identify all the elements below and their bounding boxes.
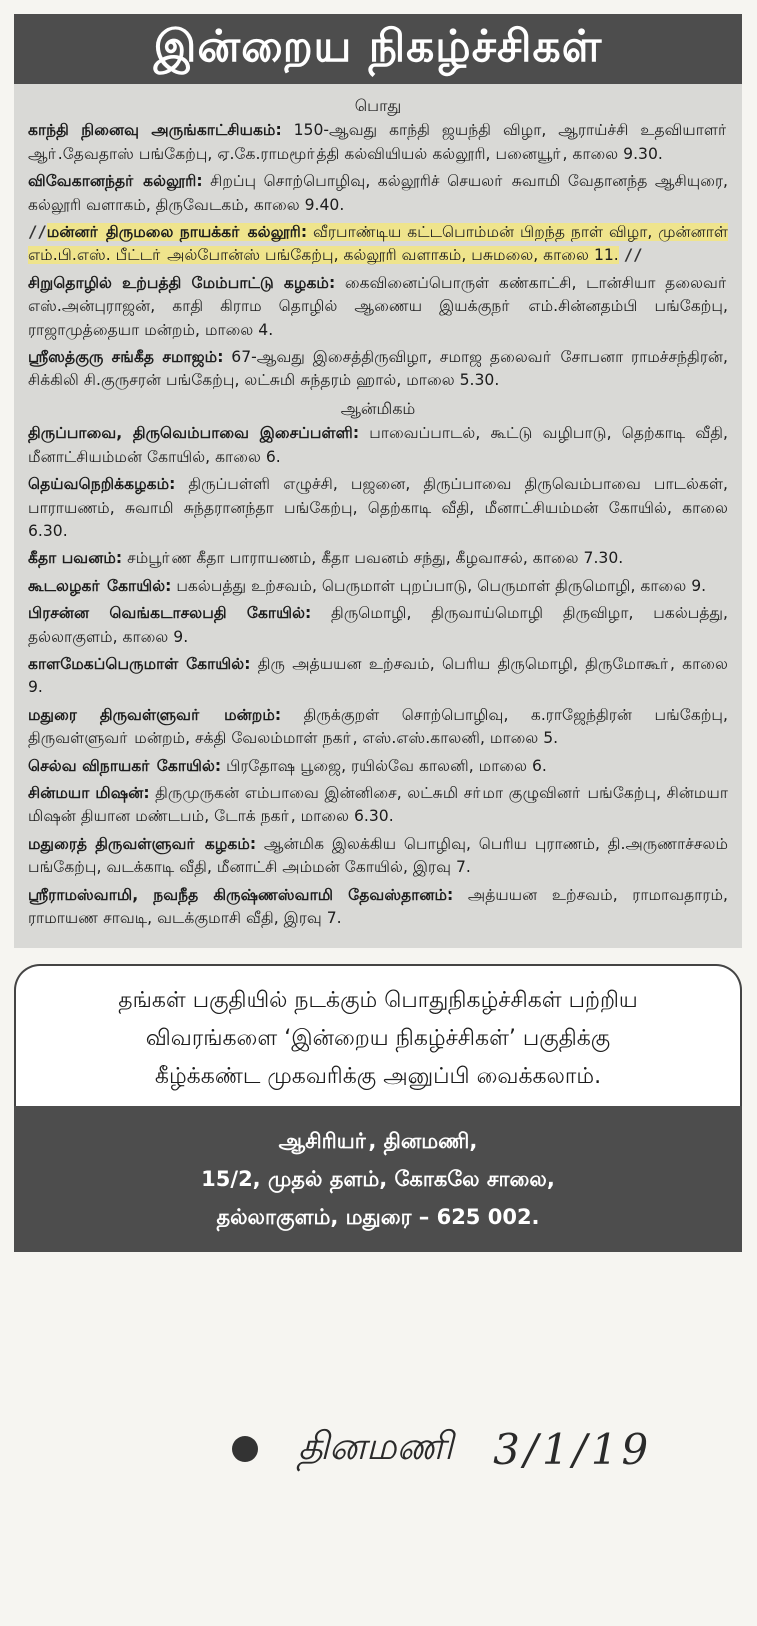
- entry-org: செல்வ விநாயகா் கோயில்:: [28, 756, 222, 775]
- events-listing: [14, 84, 742, 948]
- entry-text: திருக்குறள் சொற்பொழிவு, க.ராஜேந்திரன் பங்கேற்பு, திருவள்ளுவா் மன்றம், சக்தி வேலம்மாள் நகா், எஸ்.எஸ்.காலனி, மாலை 5.: [28, 705, 728, 748]
- list-item: [28, 782, 728, 829]
- entry-org: பிரசன்ன வெங்கடாசலபதி கோயில்:: [28, 604, 312, 623]
- list-item: [28, 602, 728, 649]
- entry-org: காளமேகப்பெருமாள் கோயில்:: [28, 654, 251, 673]
- list-item: [28, 833, 728, 880]
- entry-org: மன்னா் திருமலை நாயக்கா் கல்லூரி:: [46, 223, 308, 242]
- entry-text: அத்யயன உற்சவம், ராமாவதாரம், ராமாயண சாவடி, வடக்குமாசி வீதி, இரவு 7.: [28, 885, 728, 927]
- list-item: [28, 473, 728, 543]
- ink-dot: [232, 1436, 258, 1462]
- list-item: [28, 653, 728, 700]
- list-item: [28, 119, 728, 166]
- list-item: [28, 346, 728, 393]
- section-heading-general: பொது: [354, 96, 402, 115]
- entry-org: ஸ்ரீஸத்குரு சங்கீத சமாஜம்:: [28, 348, 224, 367]
- entry-text: திரு அத்யயன உற்சவம், பெரிய திருமொழி, திருமோகூா், காலை 9.: [28, 654, 729, 697]
- list-item: [28, 170, 728, 217]
- entry-text: திருமொழி, திருவாய்மொழி திருவிழா, பகல்பத்து, தல்லாகுளம், காலை 9.: [28, 604, 728, 646]
- list-item: [28, 704, 728, 751]
- address-line: 15/2, முதல் தளம், கோகலே சாலை,: [201, 1167, 555, 1192]
- entry-text: 67-ஆவது இசைத்திருவிழா, சமாஜ தலைவா் சோபனா ராமச்சந்திரன், சிக்கிலி சி.குருசரன் பங்கேற்பு, லட்சுமி சுந்தரம் ஹால், மாலை 5.30.: [28, 348, 728, 390]
- handwritten-annotation: [232, 1424, 652, 1474]
- notice-line: விவரங்களை ‘இன்றைய நிகழ்ச்சிகள்’ பகுதிக்கு: [145, 1026, 611, 1052]
- entry-org: ஸ்ரீராமஸ்வாமி, நவநீத கிருஷ்ணஸ்வாமி தேவஸ்தானம்:: [28, 885, 454, 904]
- entry-org: மதுரைத் திருவள்ளுவா் கழகம்:: [28, 834, 257, 853]
- entry-org: மதுரை திருவள்ளுவா் மன்றம்:: [28, 705, 282, 724]
- entry-org: கூடலழகா் கோயில்:: [28, 576, 172, 595]
- entry-text: திருப்பள்ளி எழுச்சி, பஜனை, திருப்பாவை திருவெம்பாவை பாடல்கள், பாராயணம், சுவாமி சுந்தரானந்தா பங்கேற்பு, தெற்காடி வீதி, மீனாட்சியம்மன் கோயில், காலை 6.30.: [28, 475, 728, 540]
- entry-org: திருப்பாவை, திருவெம்பாவை இசைப்பள்ளி:: [28, 424, 360, 443]
- list-item: [28, 422, 728, 469]
- entry-text: திருமுருகன் எம்பாவை இன்னிசை, லட்சுமி சா்மா குழுவினா் பங்கேற்பு, சின்மயா மிஷன் தியான மண்டபம், டோக் நகா், மாலை 6.30.: [28, 783, 728, 826]
- highlighted-list-item: [28, 221, 728, 268]
- list-item: [28, 272, 728, 342]
- entry-text: வீரபாண்டிய கட்டபொம்மன் பிறந்த நாள் விழா, முன்னாள் எம்.பி.எஸ். பீட்டா் அல்போன்ஸ் பங்கேற்பு, கல்லூரி வளாகம், பசுமலை, காலை 11.: [28, 223, 729, 265]
- handwritten-date: 3/1/19: [493, 1424, 653, 1474]
- notice-line: கீழ்க்கண்ட முகவரிக்கு அனுப்பி வைக்கலாம்.: [154, 1064, 602, 1090]
- pen-mark-open: //: [28, 223, 47, 242]
- entry-text: பகல்பத்து உற்சவம், பெருமாள் புறப்பாடு, பெருமாள் திருமொழி, காலை 9.: [171, 576, 707, 595]
- entry-text: பிரதோஷ பூஜை, ரயில்வே காலனி, மாலை 6.: [221, 756, 547, 775]
- news-clipping: [14, 14, 742, 1252]
- entry-org: கீதா பவனம்:: [28, 549, 123, 568]
- entry-text: பாவைப்பாடல், கூட்டு வழிபாடு, தெற்காடி வீதி, மீனாட்சியம்மன் கோயில், காலை 6.: [28, 424, 728, 466]
- entry-org: காந்தி நினைவு அருங்காட்சியகம்:: [28, 121, 282, 140]
- entry-text: சிறப்பு சொற்பொழிவு, கல்லூரிச் செயலா் சுவாமி வேதானந்த ஆசியுரை, கல்லூரி வளாகம், திருவேடகம், காலை 9.40.: [28, 172, 728, 214]
- address-line: ஆசிரியா், தினமணி,: [278, 1129, 478, 1154]
- list-item: [28, 755, 728, 778]
- section-heading-spiritual: ஆன்மிகம்: [340, 398, 416, 418]
- pen-mark-close: //: [623, 246, 643, 265]
- entry-text: கைவினைப்பொருள் கண்காட்சி, டான்சியா தலைவா் எஸ்.அன்புராஜன், காதி கிராம தொழில் ஆணைய இயக்குநா் எம்.சின்னதம்பி பங்கேற்பு, ராஜாமுத்தையா மன்றம், மாலை 4.: [28, 273, 728, 339]
- editor-address: [14, 1106, 742, 1252]
- notice-line: தங்கள் பகுதியில் நடக்கும் பொதுநிகழ்ச்சிகள் பற்றிய: [118, 988, 638, 1014]
- entry-text: 150-ஆவது காந்தி ஜயந்தி விழா, ஆராய்ச்சி உதவியாளா் ஆா்.தேவதாஸ் பங்கேற்பு, ஏ.கே.ராமமூா்த்தி கல்வியியல் கல்லூரி, பனையூா், காலை 9.30.: [28, 121, 728, 163]
- entry-org: தெய்வநெறிக்கழகம்:: [28, 475, 176, 494]
- handwritten-newspaper-name: தினமணி: [298, 1424, 454, 1468]
- entry-text: சம்பூா்ண கீதா பாராயணம், கீதா பவனம் சந்து, கீழவாசல், காலை 7.30.: [122, 549, 624, 568]
- entry-text: ஆன்மிக இலக்கிய பொழிவு, பெரிய புராணம், தி.அருணாச்சலம் பங்கேற்பு, வடக்காடி வீதி, மீனாட்சி அம்மன் கோயில், இரவு 7.: [28, 834, 729, 877]
- entry-org: சிறுதொழில் உற்பத்தி மேம்பாட்டு கழகம்:: [28, 273, 336, 292]
- list-item: [28, 547, 728, 570]
- list-item: [28, 575, 728, 598]
- submission-notice: [14, 964, 742, 1106]
- list-item: [28, 884, 728, 931]
- entry-org: சின்மயா மிஷன்:: [28, 783, 150, 802]
- page-title: இன்றைய நிகழ்ச்சிகள்: [14, 14, 742, 84]
- entry-org: விவேகானந்தா் கல்லூரி:: [28, 172, 203, 191]
- address-line: தல்லாகுளம், மதுரை – 625 002.: [216, 1205, 540, 1230]
